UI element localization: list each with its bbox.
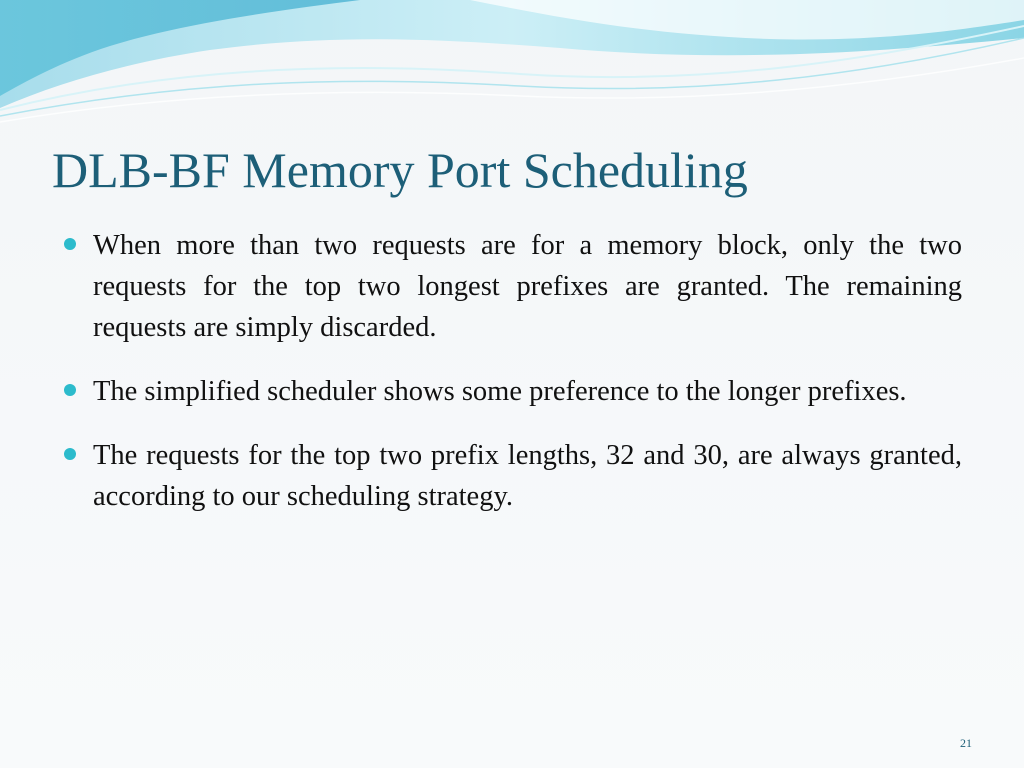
bullet-text: The simplified scheduler shows some preference to the longer prefixes. xyxy=(93,376,907,407)
bullet-item xyxy=(62,371,962,412)
bullet-list xyxy=(62,225,962,540)
bullet-item xyxy=(62,435,962,517)
bullet-text: When more than two requests are for a memory block, only the two requests for the top two longest prefixes are granted. The remaining requests are simply discarded. xyxy=(93,230,962,343)
slide-title: DLB-BF Memory Port Scheduling xyxy=(52,142,748,198)
bullet-dot-icon xyxy=(64,384,76,396)
bullet-text: The requests for the top two prefix lengths, 32 and 30, are always granted, according to our scheduling strategy. xyxy=(93,440,962,512)
bullet-dot-icon xyxy=(64,238,76,250)
bullet-dot-icon xyxy=(64,448,76,460)
decorative-wave-header xyxy=(0,0,1024,130)
bullet-item xyxy=(62,225,962,348)
page-number: 21 xyxy=(960,736,972,750)
